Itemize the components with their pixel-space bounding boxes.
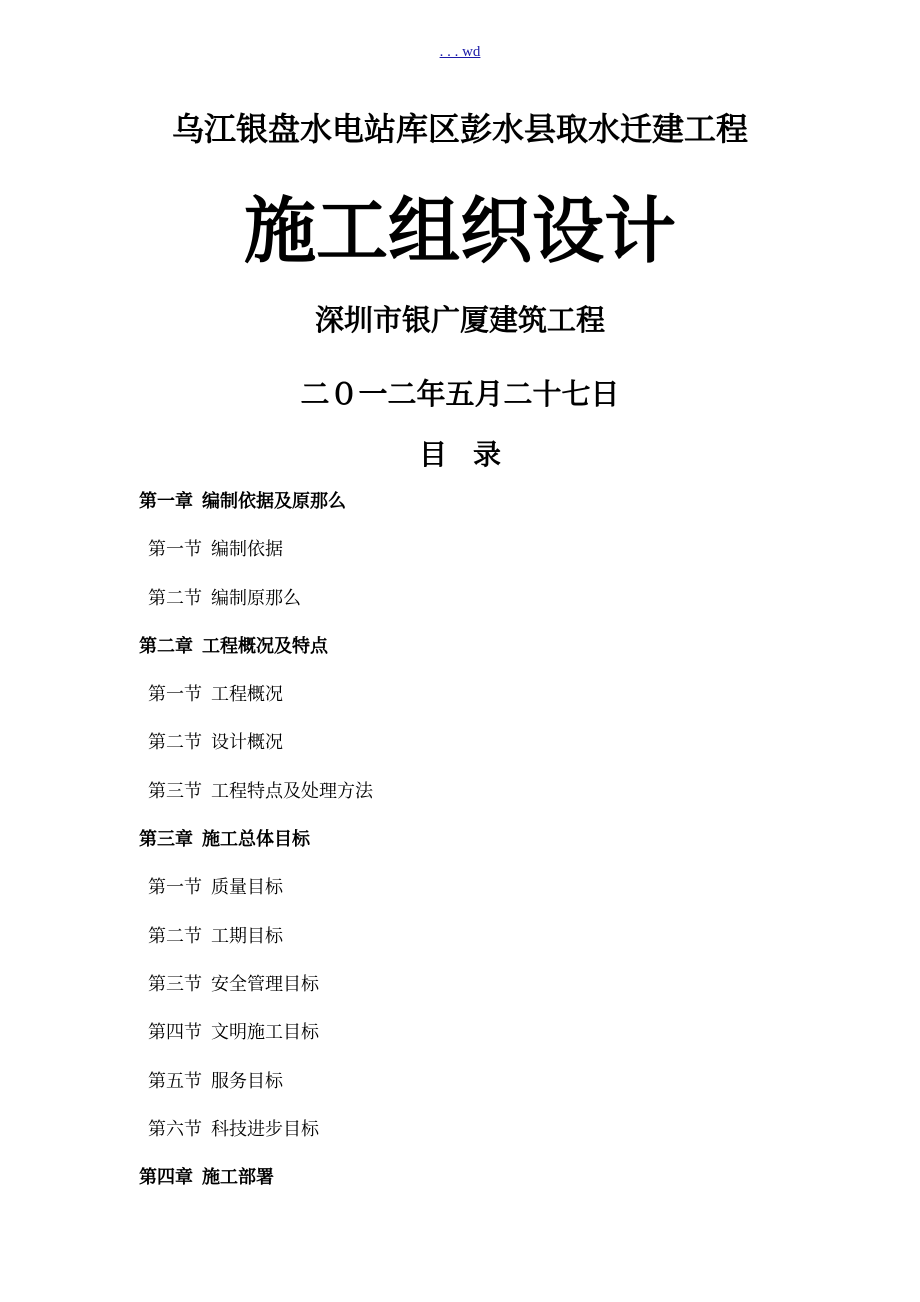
toc-item-text: 服务目标 bbox=[211, 1070, 283, 1092]
table-of-contents bbox=[139, 482, 839, 1206]
toc-section[interactable] bbox=[139, 917, 839, 965]
toc-chapter[interactable] bbox=[139, 627, 839, 675]
toc-section[interactable] bbox=[139, 868, 839, 916]
toc-item-number: 第二节 bbox=[148, 925, 202, 947]
toc-item-text: 工程概况及特点 bbox=[202, 635, 328, 657]
toc-item-text: 施工部署 bbox=[202, 1167, 274, 1189]
project-title: 乌江银盘水电站库区彭水县取水迁建工程 bbox=[171, 110, 748, 148]
document-date: 二０一二年五月二十七日 bbox=[300, 377, 620, 411]
toc-item-text: 工程概况 bbox=[211, 684, 283, 706]
toc-item-number: 第二节 bbox=[148, 587, 202, 609]
toc-item-number: 第六节 bbox=[148, 1118, 202, 1140]
toc-item-number: 第二章 bbox=[139, 635, 193, 657]
toc-item-number: 第四章 bbox=[139, 1167, 193, 1189]
company-name: 深圳市银广厦建筑工程 bbox=[314, 303, 605, 337]
toc-chapter[interactable] bbox=[139, 1158, 839, 1206]
toc-title: 目录 bbox=[418, 438, 527, 471]
toc-item-text: 文明施工目标 bbox=[211, 1022, 319, 1044]
toc-item-text: 编制依据及原那么 bbox=[202, 491, 346, 512]
toc-item-number: 第一节 bbox=[148, 539, 202, 561]
toc-section[interactable] bbox=[139, 965, 839, 1013]
toc-item-number: 第五节 bbox=[148, 1070, 202, 1092]
toc-item-number: 第三节 bbox=[148, 780, 202, 802]
toc-item-text: 科技进步目标 bbox=[211, 1118, 319, 1140]
toc-item-number: 第四节 bbox=[148, 1022, 202, 1044]
document-title: 施工组织设计 bbox=[243, 189, 676, 273]
toc-section[interactable] bbox=[139, 530, 839, 578]
toc-section[interactable] bbox=[139, 772, 839, 820]
toc-item-text: 安全管理目标 bbox=[211, 973, 319, 995]
toc-item-number: 第二节 bbox=[148, 732, 202, 754]
toc-item-text: 编制依据 bbox=[211, 539, 283, 561]
toc-item-text: 质量目标 bbox=[211, 877, 283, 899]
toc-section[interactable] bbox=[139, 1013, 839, 1061]
toc-item-text: 编制原那么 bbox=[211, 587, 301, 609]
toc-item-text: 工期目标 bbox=[211, 925, 283, 947]
header-mark: . . . wd bbox=[439, 44, 481, 60]
toc-item-number: 第一节 bbox=[148, 877, 202, 899]
toc-section[interactable] bbox=[139, 579, 839, 627]
toc-chapter[interactable] bbox=[139, 820, 839, 868]
toc-section[interactable] bbox=[139, 675, 839, 723]
toc-item-number: 第三章 bbox=[139, 829, 193, 851]
toc-section[interactable] bbox=[139, 723, 839, 771]
toc-item-text: 设计概况 bbox=[211, 732, 283, 754]
toc-section[interactable] bbox=[139, 1062, 839, 1110]
toc-item-number: 第三节 bbox=[148, 973, 202, 995]
toc-chapter[interactable] bbox=[139, 482, 839, 530]
toc-item-text: 施工总体目标 bbox=[202, 829, 310, 851]
toc-item-number: 第一节 bbox=[148, 684, 202, 706]
toc-section[interactable] bbox=[139, 1110, 839, 1158]
toc-item-text: 工程特点及处理方法 bbox=[211, 780, 373, 802]
toc-item-number: 第一章 bbox=[139, 491, 193, 512]
